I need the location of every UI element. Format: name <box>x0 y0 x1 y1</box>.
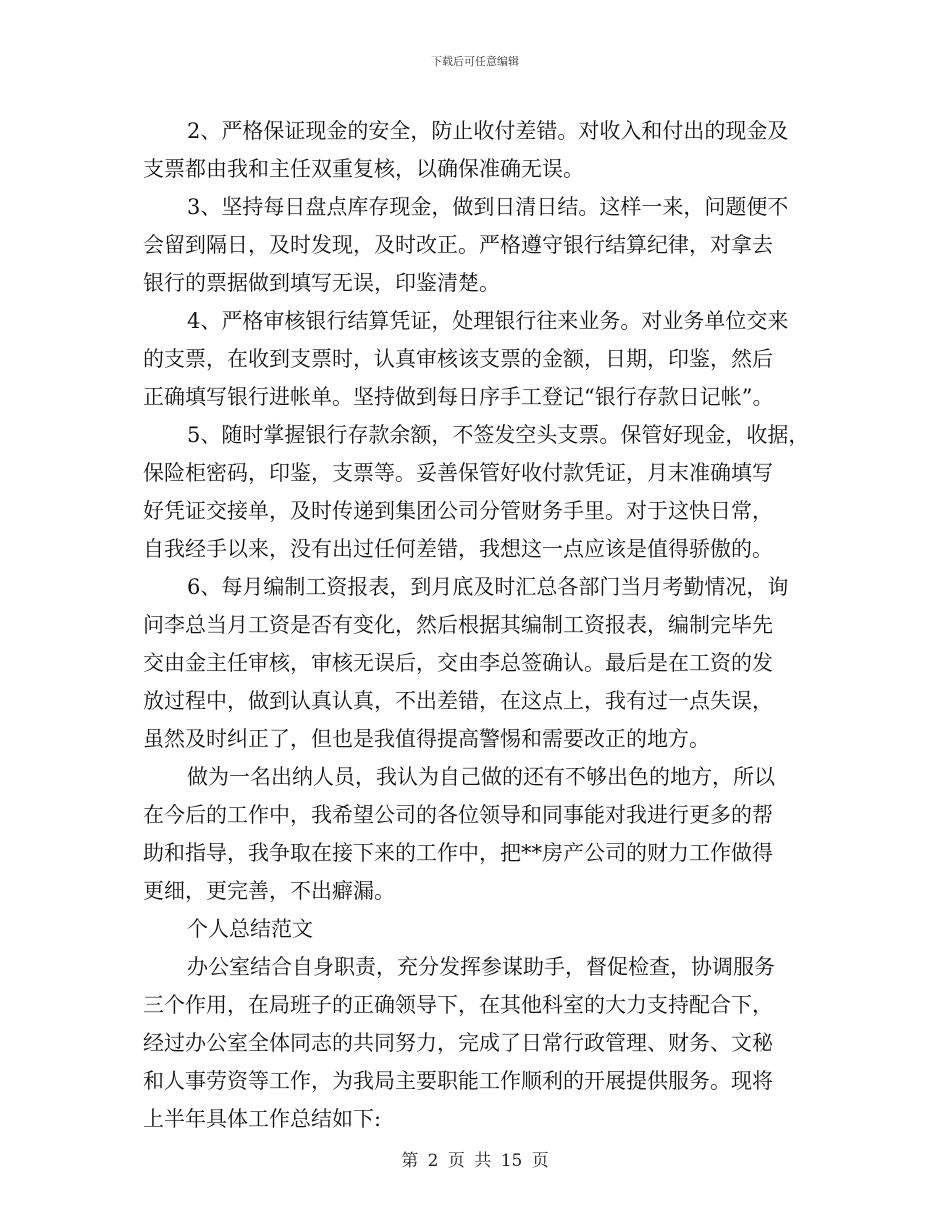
text-line: 交由金主任审核，审核无误后，交由李总签确认。最后是在工资的发 <box>143 651 773 675</box>
text-line: 做为一名出纳人员，我认为自己做的还有不够出色的地方，所以 <box>187 765 775 789</box>
text-line: 会留到隔日，及时发现，及时改正。严格遵守银行结算纪律，对拿去 <box>143 233 773 257</box>
text-line: 正确填写银行进帐单。坚持做到每日序手工登记“银行存款日记帐”。 <box>143 385 774 409</box>
text-line: 4、严格审核银行结算凭证，处理银行往来业务。对业务单位交来 <box>187 309 789 333</box>
text-line: 上半年具体工作总结如下: <box>143 1107 382 1131</box>
text-line: 支票都由我和主任双重复核，以确保准确无误。 <box>143 157 584 181</box>
text-line: 问李总当月工资是否有变化，然后根据其编制工资报表，编制完毕先 <box>143 613 773 637</box>
text-line: 的支票，在收到支票时，认真审核该支票的金额，日期，印鉴，然后 <box>143 347 773 371</box>
text-line: 虽然及时纠正了，但也是我值得提高警惕和需要改正的地方。 <box>143 727 710 751</box>
text-line: 和人事劳资等工作，为我局主要职能工作顺利的开展提供服务。现将 <box>143 1069 773 1093</box>
text-line: 经过办公室全体同志的共同努力，完成了日常行政管理、财务、文秘 <box>143 1031 773 1055</box>
text-line: 2、严格保证现金的安全，防止收付差错。对收入和付出的现金及 <box>187 119 789 143</box>
text-line: 3、坚持每日盘点库存现金，做到日清日结。这样一来，问题便不 <box>187 195 789 219</box>
text-line: 保险柜密码，印鉴，支票等。妥善保管好收付款凭证，月末准确填写 <box>143 461 773 485</box>
page-footer: 第 2 页 共 15 页 <box>401 1151 549 1171</box>
text-line: 更细，更完善，不出癖漏。 <box>143 879 395 903</box>
text-line: 在今后的工作中，我希望公司的各位领导和同事能对我进行更多的帮 <box>143 803 773 827</box>
text-line: 三个作用，在局班子的正确领导下，在其他科室的大力支持配合下， <box>143 993 773 1017</box>
text-line: 放过程中，做到认真认真，不出差错，在这点上，我有过一点失误， <box>143 689 773 713</box>
text-line: 好凭证交接单，及时传递到集团公司分管财务手里。对于这快日常， <box>143 499 773 523</box>
text-line: 助和指导，我争取在接下来的工作中，把**房产公司的财力工作做得 <box>143 841 773 865</box>
text-line: 5、随时掌握银行存款余额，不签发空头支票。保管好现金，收据， <box>187 423 810 447</box>
text-line: 6、每月编制工资报表，到月底及时汇总各部门当月考勤情况，询 <box>187 575 789 599</box>
text-line: 办公室结合自身职责，充分发挥参谋助手，督促检查，协调服务 <box>187 955 775 979</box>
section-title: 个人总结范文 <box>187 917 313 941</box>
text-line: 银行的票据做到填写无误，印鉴清楚。 <box>143 271 500 295</box>
page-header: 下载后可任意编辑 <box>431 55 519 68</box>
text-line: 自我经手以来，没有出过任何差错，我想这一点应该是值得骄傲的。 <box>143 537 773 561</box>
